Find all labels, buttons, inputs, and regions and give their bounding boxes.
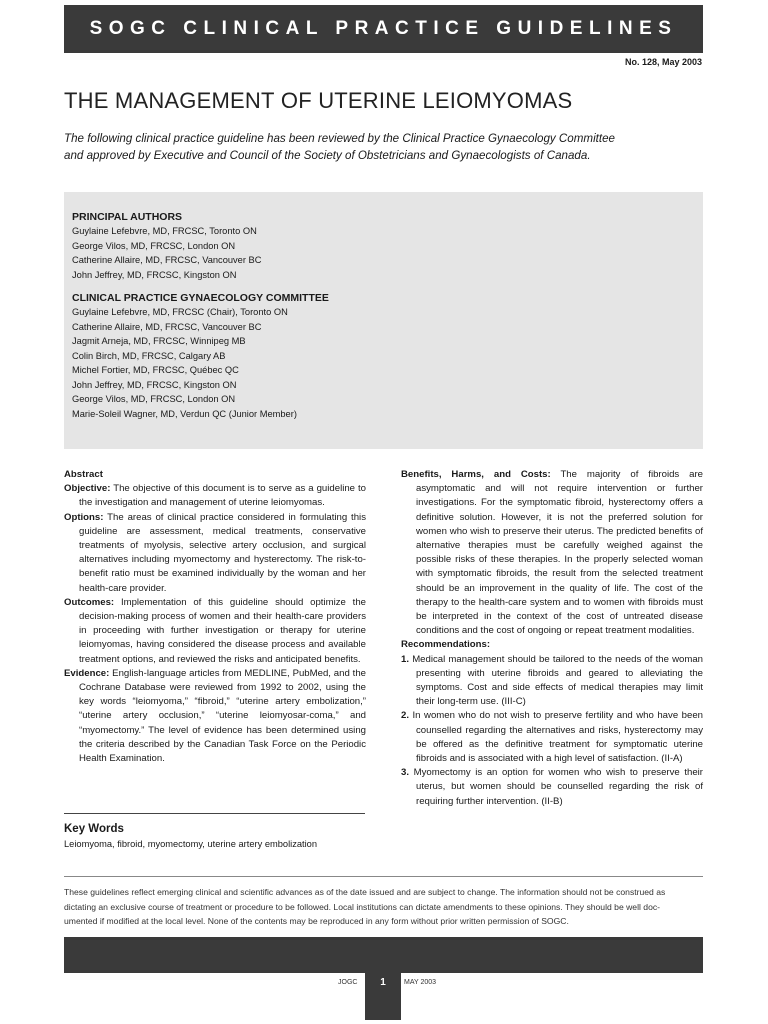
title-word: MANAGEMENT: [114, 88, 275, 113]
abstract-left-column: [64, 468, 366, 766]
page-title: [64, 88, 572, 114]
author-name: John Jeffrey, MD, FRCSC, Kingston ON: [72, 269, 237, 280]
recommendations-heading: Recommendations:: [401, 639, 491, 651]
key-words-heading: Key Words: [64, 823, 124, 835]
author-name: Guylaine Lefebvre, MD, FRCSC, Toronto ON: [72, 226, 257, 236]
committee-member: Colin Birch, MD, FRCSC, Calgary AB: [72, 350, 226, 361]
principal-authors-heading: PRINCIPAL AUTHORS: [72, 211, 183, 223]
banner-text: SOGC CLINICAL PRACTICE GUIDELINES: [89, 18, 678, 39]
intro-statement: [64, 130, 704, 164]
committee-member: Jagmit Arneja, MD, FRCSC, Winnipeg MB: [72, 336, 246, 346]
objective-paragraph: Objective: The objective of this document is to serve as a guideline to the investigation and management of uterine leiomyomas.: [64, 483, 367, 509]
footer-journal: JOGC: [338, 979, 358, 986]
author-name: Catherine Allaire, MD, FRCSC, Vancouver BC: [72, 255, 262, 265]
committee-member: Michel Fortier, MD, FRCSC, Québec QC: [72, 365, 239, 375]
title-word: OF: [280, 88, 312, 113]
committee-member: Marie-Soleil Wagner, MD, Verdun QC (Junior Member): [72, 408, 297, 419]
divider: [64, 876, 703, 877]
committee-heading: CLINICAL PRACTICE GYNAECOLOGY COMMITTEE: [72, 292, 329, 304]
committee-member: George Vilos, MD, FRCSC, London ON: [72, 394, 236, 404]
footer-date: MAY 2003: [404, 979, 437, 986]
evidence-paragraph: Evidence: English-language articles from MEDLINE, PubMed, and the Cochrane Database were reviewed from 1992 to 2002, using the key words “leiomyoma,” “fibroid,” “uterine artery embolization,” “uterine artery occlusion,” “uterine leiomyosar-coma,” and “myomectomy.” The level of evidence has been determined using the criteria described by the Canadian Task Force on the Periodic Health Examination.: [64, 667, 366, 765]
key-words-text: Leiomyoma, fibroid, myomectomy, uterine artery embolization: [64, 839, 318, 849]
title-word: LEIOMYOMAS: [422, 88, 573, 113]
page-number: 1: [365, 973, 401, 1020]
issue-number: No. 128, May 2003: [624, 57, 702, 67]
footer-bar: [64, 937, 703, 973]
abstract-right-column: [401, 468, 703, 809]
outcomes-paragraph: Outcomes: Implementation of this guideline should optimize the decision-making process of women and their health-care providers in proceeding with further investigation or therapy for uterine leiomyomas, having considered the disease process and available treatment options, and reviewed the risks and anticipated benefits.: [64, 596, 366, 665]
recommendation-item: 1. Medical management should be tailored to the needs of the woman presenting with uterine fibroids and geared to alleviating the symptoms. Cost and side effects of medical therapies may limit their long-term use. (III-C): [401, 653, 704, 708]
author-name: George Vilos, MD, FRCSC, London ON: [72, 240, 236, 251]
intro-line: and approved by Executive and Council of the Society of Obstetricians and Gynaecologists of Canada.: [64, 149, 591, 162]
benefits-paragraph: Benefits, Harms, and Costs: The majority of fibroids are asymptomatic and will not require intervention or further investigations. For the symptomatic fibroid, hysterectomy offers a definitive solution. However, it is not the preferred solution for women who wish to preserve their uterus. The predicted benefits of alternative therapies must be carefully weighed against the possible risks of these therapies. In the properly selected woman with symptomatic fibroids, the result from the selected treatment should be an improvement in the quality of life. The cost of the therapy to the health-care system and to women with fibroids must be interpreted in the context of the cost of untreated disease conditions and the cost of ongoing or repeat treatment modalities.: [401, 469, 703, 637]
recommendation-item: 3. Myomectomy is an option for women who wish to preserve their uterus, but women should be counselled regarding the risk of requiring further intervention. (II-B): [401, 767, 703, 807]
title-word: UTERINE: [318, 88, 417, 113]
authors-panel: [64, 192, 703, 449]
guidelines-banner: [64, 5, 703, 53]
disclaimer-line: umented if modified at the local level. None of the contents may be reproduced in any form without prior written permission of SOGC.: [64, 916, 569, 926]
title-word: THE: [64, 88, 109, 113]
recommendation-item: 2. In women who do not wish to preserve fertility and who have been counselled regarding the alternatives and risks, hysterectomy may be offered as the definitive treatment for symptomatic uterine fibroids and is associated with a high level of satisfaction. (II-A): [401, 710, 703, 765]
disclaimer-line: dictating an exclusive course of treatment or procedure to be followed. Local institutions can dictate amendments to these opinions. They should be well doc-: [64, 901, 661, 912]
committee-member: Catherine Allaire, MD, FRCSC, Vancouver BC: [72, 321, 262, 332]
disclaimer-line: These guidelines reflect emerging clinical and scientific advances as of the date issued and are subject to change. The information should not be construed as: [64, 887, 666, 897]
abstract-heading: Abstract: [64, 469, 103, 480]
committee-member: Guylaine Lefebvre, MD, FRCSC (Chair), Toronto ON: [72, 307, 288, 317]
options-paragraph: Options: The areas of clinical practice considered in formulating this guideline are assessment, medical treatments, conservative treatments of myolysis, selective artery occlusion, and surgical alternatives including myomectomy and hysterectomy. The risk-to-benefit ratio must be examined individually by the woman and her health-care provider.: [64, 511, 366, 594]
divider: [64, 813, 365, 814]
disclaimer: [64, 885, 704, 929]
committee-member: John Jeffrey, MD, FRCSC, Kingston ON: [72, 379, 237, 390]
intro-line: The following clinical practice guideline has been reviewed by the Clinical Practice Gynaecology Committee: [64, 132, 615, 145]
